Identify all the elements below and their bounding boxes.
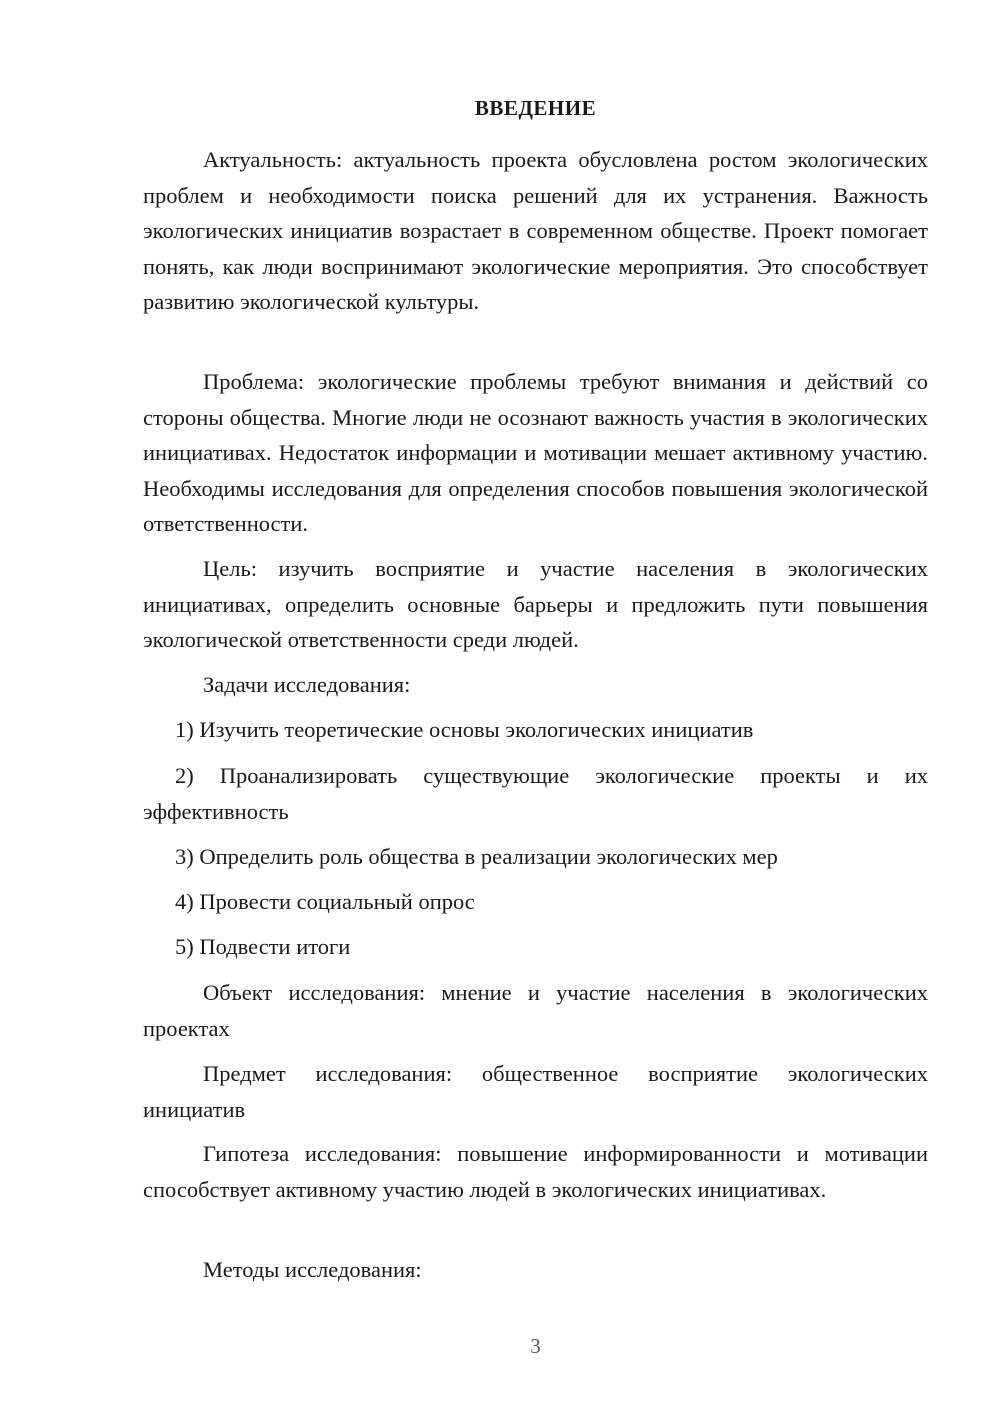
paragraph-goal: Цель: изучить восприятие и участие населения в экологических инициативах, определить основные барьеры и предложить пути повышения экологической ответственности среди людей. bbox=[143, 556, 928, 652]
tasks-heading: Задачи исследования: bbox=[203, 672, 411, 697]
list-item: 3) Определить роль общества в реализации экологических мер bbox=[175, 844, 778, 869]
paragraph-subject: Предмет исследования: общественное восприятие экологических инициатив bbox=[143, 1061, 928, 1122]
list-item: 4) Провести социальный опрос bbox=[175, 889, 475, 914]
page-number: 3 bbox=[530, 1334, 541, 1358]
document-page bbox=[143, 0, 928, 1414]
list-item: 1) Изучить теоретические основы экологических инициатив bbox=[175, 717, 754, 742]
paragraph-hypothesis: Гипотеза исследования: повышение информированности и мотивации способствует активному участию людей в экологических инициативах. bbox=[143, 1141, 928, 1202]
list-item: 5) Подвести итоги bbox=[175, 934, 351, 959]
paragraph-relevance: Актуальность: актуальность проекта обусловлена ростом экологических проблем и необходимости поиска решений для их устранения. Важность экологических инициатив возрастает в современном обществе. Проект помогает понять, как люди воспринимают экологические мероприятия. Это способствует развитию экологической культуры. bbox=[143, 147, 928, 314]
paragraph-problem: Проблема: экологические проблемы требуют внимания и действий со стороны общества. Многие люди не осознают важность участия в экологических инициативах. Недостаток информации и мотивации мешает активному участию. Необходимы исследования для определения способов повышения экологической ответственности. bbox=[143, 369, 928, 536]
list-item: 2) Проанализировать существующие экологические проекты и их эффективность bbox=[143, 763, 928, 824]
paragraph-object: Объект исследования: мнение и участие населения в экологических проектах bbox=[143, 980, 928, 1041]
section-title: ВВЕДЕНИЕ bbox=[474, 96, 597, 120]
methods-heading: Методы исследования: bbox=[203, 1257, 422, 1282]
